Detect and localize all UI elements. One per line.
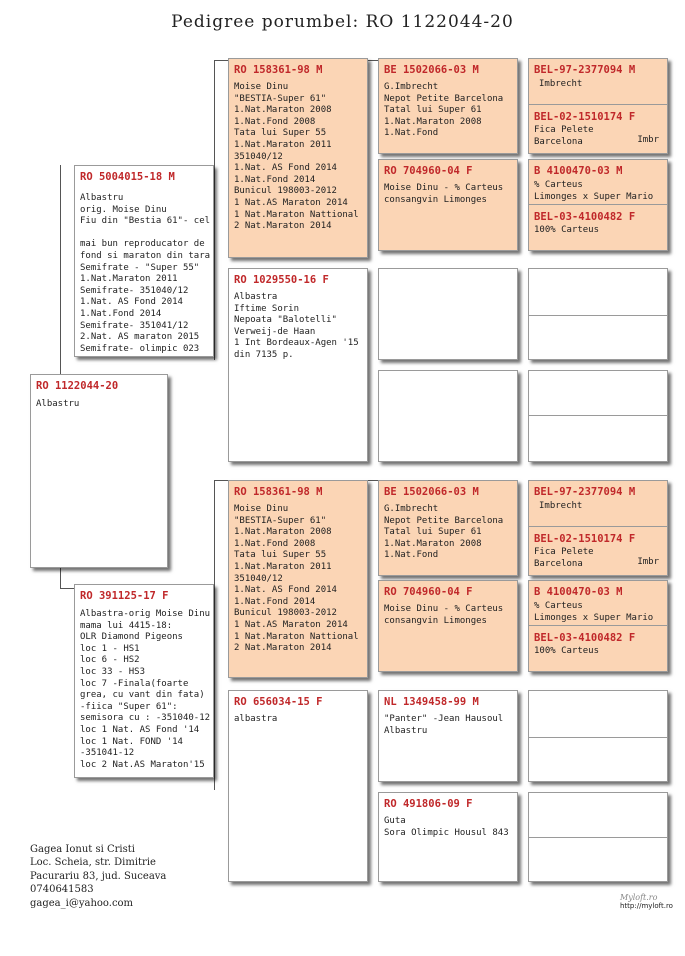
ring-number: B 4100470-03 M <box>534 165 623 177</box>
ring-number: RO 1122044-20 <box>36 380 119 392</box>
ring-number: NL 1349458-99 M <box>384 696 479 708</box>
pigeon-notes: Albastru orig. Moise Dinu Fiu din "Bestia 61"- cel mai bun reproducator de fond si maraton din tara Semifrate - "Super 55" 1.Nat.Maraton 2011 Semifrate- 351040/12 1.Nat. AS Fond 2014 1.Nat.Fond 2014 Semifrate- 351041/12 2.Nat. AS maraton 2015 Semifrate- olimpic 023 <box>80 193 211 354</box>
sire-sire-card[interactable] <box>228 58 368 258</box>
ring-number: BE 1502066-03 M <box>384 486 479 498</box>
g5-card[interactable] <box>528 159 668 251</box>
ring-number: BEL-03-4100482 F <box>534 632 636 644</box>
pigeon-notes: Moise Dinu "BESTIA-Super 61" 1.Nat.Maraton 2008 1.Nat.Fond 2008 Tata lui Super 55 1.Nat.Maraton 2011 351040/12 1.Nat. AS Fond 2014 1.Nat.Fond 2014 Bunicul 198003-2012 1 Nat.AS Maraton 2014 1 Nat.Maraton Nattional 2 Nat.Maraton 2014 <box>234 82 359 232</box>
ring-number: BEL-02-1510174 F <box>534 533 636 545</box>
pigeon-notes: Moise Dinu - % Carteus consangvin Limonges <box>384 183 504 205</box>
pigeon-notes: 100% Carteus <box>534 646 600 656</box>
pigeon-notes: % Carteus Limonges x Super Mario <box>534 180 654 202</box>
g5-card[interactable] <box>528 58 668 154</box>
ring-number: BEL-03-4100482 F <box>534 211 636 223</box>
empty-card[interactable] <box>528 268 668 360</box>
ring-number: BEL-97-2377094 M <box>534 486 636 498</box>
pigeon-notes: Imbrecht <box>539 79 583 89</box>
pigeon-notes: Fica Pelete Barcelona <box>534 547 594 569</box>
dss-card[interactable] <box>378 480 518 576</box>
g5-card[interactable] <box>528 580 668 672</box>
empty-card[interactable] <box>378 370 518 462</box>
connector <box>368 480 378 481</box>
email-link[interactable]: gagea_i@yahoo.com <box>30 897 134 909</box>
pigeon-notes: Moise Dinu "BESTIA-Super 61" 1.Nat.Maraton 2008 1.Nat.Fond 2008 Tata lui Super 55 1.Nat.Maraton 2011 351040/12 1.Nat. AS Fond 2014 1.Nat.Fond 2014 Bunicul 198003-2012 1 Nat.AS Maraton 2014 1 Nat.Maraton Nattional 2 Nat.Maraton 2014 <box>234 504 359 654</box>
page-title: Pedigree porumbel: RO 1122044-20 <box>171 12 514 32</box>
pigeon-notes: Imbrecht <box>539 501 583 511</box>
dsd-card[interactable] <box>378 580 518 672</box>
website-link[interactable]: http://myloft.ro <box>620 902 673 910</box>
pigeon-notes: G.Imbrecht Nepot Petite Barcelona Tatal lui Super 61 1.Nat.Maraton 2008 1.Nat.Fond <box>384 504 504 561</box>
ring-number: RO 5004015-18 M <box>80 171 175 183</box>
pigeon-notes: albastra <box>234 714 278 724</box>
connector <box>214 60 215 360</box>
dd-sire-card[interactable] <box>378 690 518 782</box>
signature <box>620 893 673 910</box>
ring-number: RO 656034-15 F <box>234 696 323 708</box>
connector <box>60 568 61 588</box>
pigeon-notes: Albastra-orig Moise Dinu mama lui 4415-18: OLR Diamond Pigeons loc 1 - HS1 loc 6 - HS2 loc 33 - HS3 loc 7 -Finala(foarte grea, cu vant din fata) -fiica "Super 61": semisora cu : -351040-12 loc 1 Nat. AS Fond '14 loc 1 Nat. FOND '14 -351041-12 loc 2 Nat.AS Maraton'15 <box>80 609 211 770</box>
pigeon-notes: G.Imbrecht Nepot Petite Barcelona Tatal lui Super 61 1.Nat.Maraton 2008 1.Nat.Fond <box>384 82 504 139</box>
ring-number: RO 158361-98 M <box>234 486 323 498</box>
ring-number: BEL-97-2377094 M <box>534 64 636 76</box>
empty-card[interactable] <box>528 792 668 882</box>
dam-card[interactable] <box>74 584 214 778</box>
sire-card[interactable] <box>74 165 214 357</box>
note-right: Imbr <box>637 557 659 567</box>
sire-dam-card[interactable] <box>228 268 368 462</box>
g5-card[interactable] <box>528 480 668 576</box>
ring-number: RO 491806-09 F <box>384 798 473 810</box>
connector <box>368 60 378 61</box>
ring-number: RO 704960-04 F <box>384 165 473 177</box>
empty-card[interactable] <box>528 690 668 782</box>
pigeon-notes: Guta Sora Olimpic Housul 843 <box>384 816 509 838</box>
dam-sire-card[interactable] <box>228 480 368 678</box>
owner-contact: Gagea Ionut si Cristi Loc. Scheia, str. Dimitrie Pacurariu 83, jud. Suceava 0740641583 gagea_i@yahoo.com <box>30 844 167 909</box>
ring-number: RO 704960-04 F <box>384 586 473 598</box>
ring-number: RO 1029550-16 F <box>234 274 329 286</box>
signature-logo: Myloft.ro <box>620 893 658 902</box>
ring-number: RO 391125-17 F <box>80 590 169 602</box>
connector <box>214 60 229 61</box>
connector <box>60 165 61 376</box>
pigeon-notes: Albastru <box>36 399 80 409</box>
dd-dam-card[interactable] <box>378 792 518 882</box>
ssd-card[interactable] <box>378 159 518 251</box>
note-right: Imbr <box>637 135 659 145</box>
pigeon-notes: 100% Carteus <box>534 225 600 235</box>
subject-card[interactable] <box>30 374 168 568</box>
connector <box>214 480 215 790</box>
connector <box>60 588 75 589</box>
ring-number: BEL-02-1510174 F <box>534 111 636 123</box>
pigeon-notes: "Panter" -Jean Hausoul Albastru <box>384 714 504 736</box>
empty-card[interactable] <box>378 268 518 360</box>
pigeon-notes: Albastra Iftime Sorin Nepoata "Balotelli" Verweij-de Haan 1 Int Bordeaux-Agen '15 din 7135 p. <box>234 292 359 360</box>
ring-number: RO 158361-98 M <box>234 64 323 76</box>
ring-number: BE 1502066-03 M <box>384 64 479 76</box>
ring-number: B 4100470-03 M <box>534 586 623 598</box>
sss-card[interactable] <box>378 58 518 154</box>
pigeon-notes: Fica Pelete Barcelona <box>534 125 594 147</box>
dam-dam-card[interactable] <box>228 690 368 882</box>
pigeon-notes: Moise Dinu - % Carteus consangvin Limonges <box>384 604 504 626</box>
pigeon-notes: % Carteus Limonges x Super Mario <box>534 601 654 623</box>
empty-card[interactable] <box>528 370 668 462</box>
connector <box>214 480 229 481</box>
